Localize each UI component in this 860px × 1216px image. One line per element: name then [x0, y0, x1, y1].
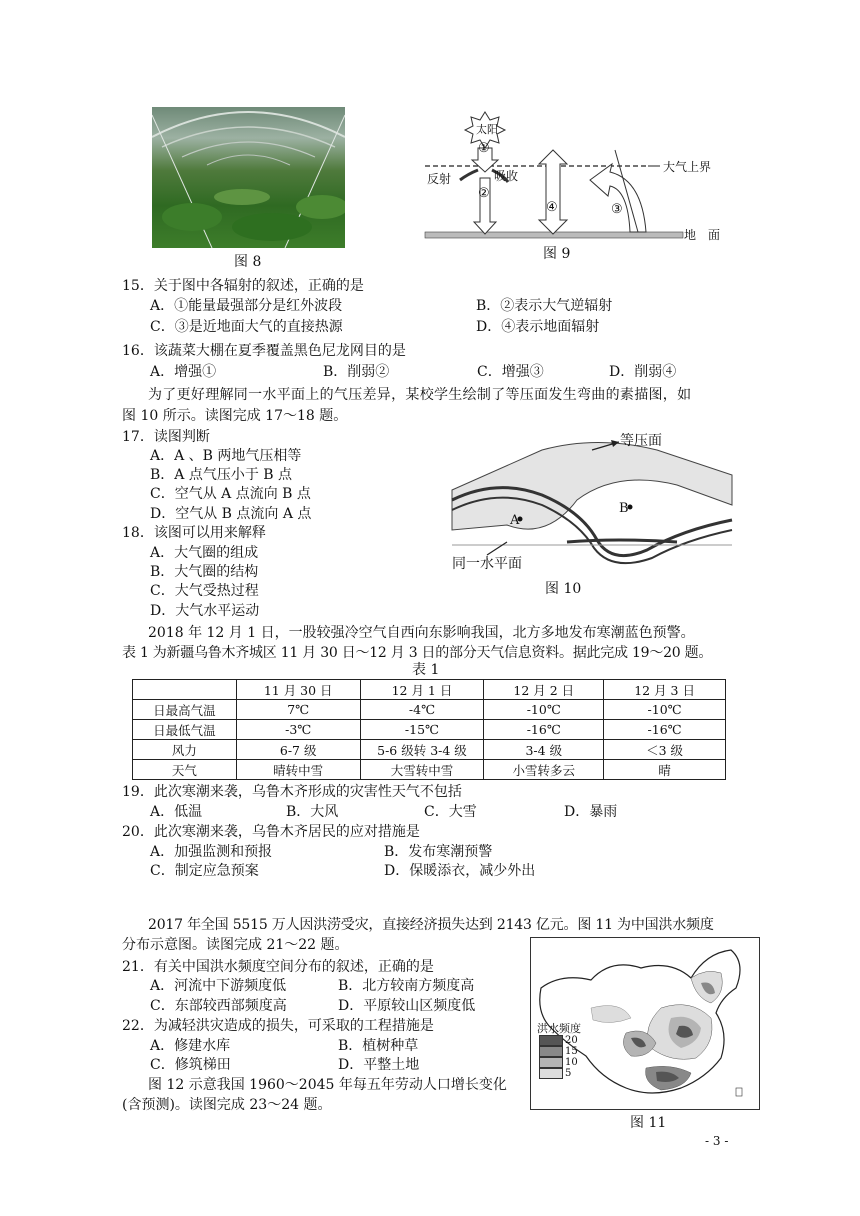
fig9-number-2: ②: [478, 186, 490, 201]
table-cell: 晴: [604, 760, 726, 780]
table-cell: 晴转中雪: [236, 760, 360, 780]
intro-19-line2: 表 1 为新疆乌鲁木齐城区 11 月 30 日～12 月 3 日的部分天气信息资料。据此完成 19～20 题。: [122, 645, 713, 661]
fig11-legend: [539, 1035, 578, 1079]
q16-stem: 16．该蔬菜大棚在夏季覆盖黑色尼龙网目的是: [122, 343, 406, 359]
table-cell: 6-7 级: [236, 740, 360, 760]
fig9-number-4: ④: [546, 200, 558, 215]
table1-caption: 表 1: [412, 662, 440, 678]
fig9-number-3: ③: [611, 202, 623, 217]
legend-label: 15: [565, 1046, 578, 1057]
fig9-number-1: ①: [478, 141, 490, 156]
table-row: [133, 760, 726, 780]
q19-option-d: D．暴雨: [564, 804, 618, 820]
table-cell: 3-4 级: [484, 740, 604, 760]
intro-21-line1: 2017 年全国 5515 万人因洪涝受灾，直接经济损失达到 2143 亿元。图 11 为中国洪水频度: [148, 917, 714, 933]
legend-label: 5: [565, 1068, 572, 1079]
q22-option-d: D．平整土地: [338, 1057, 420, 1073]
q18-option-c: C．大气受热过程: [150, 583, 259, 599]
q15-option-a: A．①能量最强部分是红外波段: [150, 298, 343, 314]
table-cell: -16℃: [604, 720, 726, 740]
table-header-row: [133, 680, 726, 700]
table-row: [133, 740, 726, 760]
fig10-point-a: A: [510, 513, 520, 528]
table-header-cell: 11 月 30 日: [236, 680, 360, 700]
q15-option-d: D．④表示地面辐射: [476, 319, 600, 335]
q19-option-b: B．大风: [286, 804, 339, 820]
q16-option-d: D．削弱④: [609, 364, 677, 380]
fig9-absorb-label: 吸收: [494, 169, 519, 183]
table-cell: 大雪转中雪: [360, 760, 484, 780]
fig10-point-b: B: [619, 501, 629, 516]
table-cell: 5-6 级转 3-4 级: [360, 740, 484, 760]
table1-weather: [132, 679, 726, 780]
fig9-top-label: 大气上界: [663, 160, 712, 174]
fig8-caption: 图 8: [234, 254, 262, 270]
page-number: - 3 -: [705, 1134, 729, 1148]
q20-stem: 20．此次寒潮来袭，乌鲁木齐居民的应对措施是: [122, 824, 420, 840]
q16-option-a: A．增强①: [150, 364, 217, 380]
table-cell: -10℃: [484, 700, 604, 720]
q20-option-c: C．制定应急预案: [150, 863, 259, 879]
q18-option-d: D．大气水平运动: [150, 603, 260, 619]
q16-option-b: B．削弱②: [323, 364, 390, 380]
table-cell: 日最低气温: [133, 720, 237, 740]
q19-option-a: A．低温: [150, 804, 203, 820]
intro-21-line2: 分布示意图。读图完成 21～22 题。: [122, 937, 349, 953]
intro-17-line1: 为了更好理解同一水平面上的气压差异，某校学生绘制了等压面发生弯曲的素描图，如: [148, 387, 692, 403]
intro-23-line2: (含预测)。读图完成 23～24 题。: [122, 1097, 332, 1113]
q15-option-b: B．②表示大气逆辐射: [476, 298, 613, 314]
q21-option-b: B．北方较南方频度高: [338, 978, 475, 994]
q21-option-a: A．河流中下游频度低: [150, 978, 287, 994]
table-header-cell: 12 月 1 日: [360, 680, 484, 700]
q21-option-d: D．平原较山区频度低: [338, 998, 476, 1014]
fig9-reflect-label: 反射: [427, 172, 452, 186]
fig8-greenhouse-photo: [152, 107, 345, 248]
fig10-caption: 图 10: [545, 581, 582, 597]
table-cell: -16℃: [484, 720, 604, 740]
table-cell: 风力: [133, 740, 237, 760]
table-cell: -10℃: [604, 700, 726, 720]
table-cell: -4℃: [360, 700, 484, 720]
table-cell: -15℃: [360, 720, 484, 740]
table-cell: ＜3 级: [604, 740, 726, 760]
q17-option-b: B．A 点气压小于 B 点: [150, 467, 293, 483]
table-header-cell: [133, 680, 237, 700]
legend-label: 20: [565, 1035, 578, 1046]
table-row: [133, 720, 726, 740]
fig9-ground-label: 地 面: [684, 228, 721, 242]
q19-option-c: C．大雪: [424, 804, 477, 820]
table-cell: 日最高气温: [133, 700, 237, 720]
legend-item: [539, 1057, 578, 1068]
table-header-cell: 12 月 2 日: [484, 680, 604, 700]
q15-stem: 15．关于图中各辐射的叙述，正确的是: [122, 278, 364, 294]
legend-label: 10: [565, 1057, 578, 1068]
q22-stem: 22．为减轻洪灾造成的损失，可采取的工程措施是: [122, 1018, 434, 1034]
q20-option-a: A．加强监测和预报: [150, 844, 273, 860]
table-cell: -3℃: [236, 720, 360, 740]
q18-stem: 18．该图可以用来解释: [122, 525, 266, 541]
fig11-legend-title: 洪水频度: [537, 1022, 581, 1035]
q17-option-c: C．空气从 A 点流向 B 点: [150, 486, 311, 502]
q22-option-c: C．修筑梯田: [150, 1057, 231, 1073]
intro-19-line1: 2018 年 12 月 1 日，一股较强冷空气自西向东影响我国，北方多地发布寒潮蓝色预警。: [148, 625, 695, 641]
legend-item: [539, 1068, 578, 1079]
fig11-caption: 图 11: [630, 1115, 667, 1131]
legend-item: [539, 1046, 578, 1057]
table-cell: 7℃: [236, 700, 360, 720]
q17-option-a: A．A 、B 两地气压相等: [150, 448, 302, 464]
q22-option-b: B．植树种草: [338, 1038, 419, 1054]
fig9-radiation-diagram: [420, 110, 720, 245]
intro-23-line1: 图 12 示意我国 1960～2045 年每五年劳动人口增长变化: [148, 1077, 507, 1093]
intro-17-line2: 图 10 所示。读图完成 17～18 题。: [122, 408, 348, 424]
fig11-flood-map: [530, 937, 760, 1110]
q17-stem: 17．读图判断: [122, 429, 210, 445]
table-cell: 小雪转多云: [484, 760, 604, 780]
table-header-cell: 12 月 3 日: [604, 680, 726, 700]
table-cell: 天气: [133, 760, 237, 780]
legend-item: [539, 1035, 578, 1046]
q18-option-b: B．大气圈的结构: [150, 564, 259, 580]
q17-option-d: D．空气从 B 点流向 A 点: [150, 506, 312, 522]
table-row: [133, 700, 726, 720]
q16-option-c: C．增强③: [477, 364, 544, 380]
q20-option-b: B．发布寒潮预警: [384, 844, 493, 860]
fig10-plane-label: 同一水平面: [452, 556, 522, 572]
q22-option-a: A．修建水库: [150, 1038, 231, 1054]
fig10-isobar-label: 等压面: [620, 433, 662, 449]
fig9-sun-label: 太阳: [476, 123, 498, 136]
q21-stem: 21．有关中国洪水频度空间分布的叙述，正确的是: [122, 959, 434, 975]
q20-option-d: D．保暖添衣，减少外出: [384, 863, 536, 879]
fig9-caption: 图 9: [543, 246, 571, 262]
q19-stem: 19．此次寒潮来袭，乌鲁木齐形成的灾害性天气不包括: [122, 784, 462, 800]
q18-option-a: A．大气圈的组成: [150, 545, 259, 561]
q21-option-c: C．东部较西部频度高: [150, 998, 287, 1014]
q15-option-c: C．③是近地面大气的直接热源: [150, 319, 343, 335]
